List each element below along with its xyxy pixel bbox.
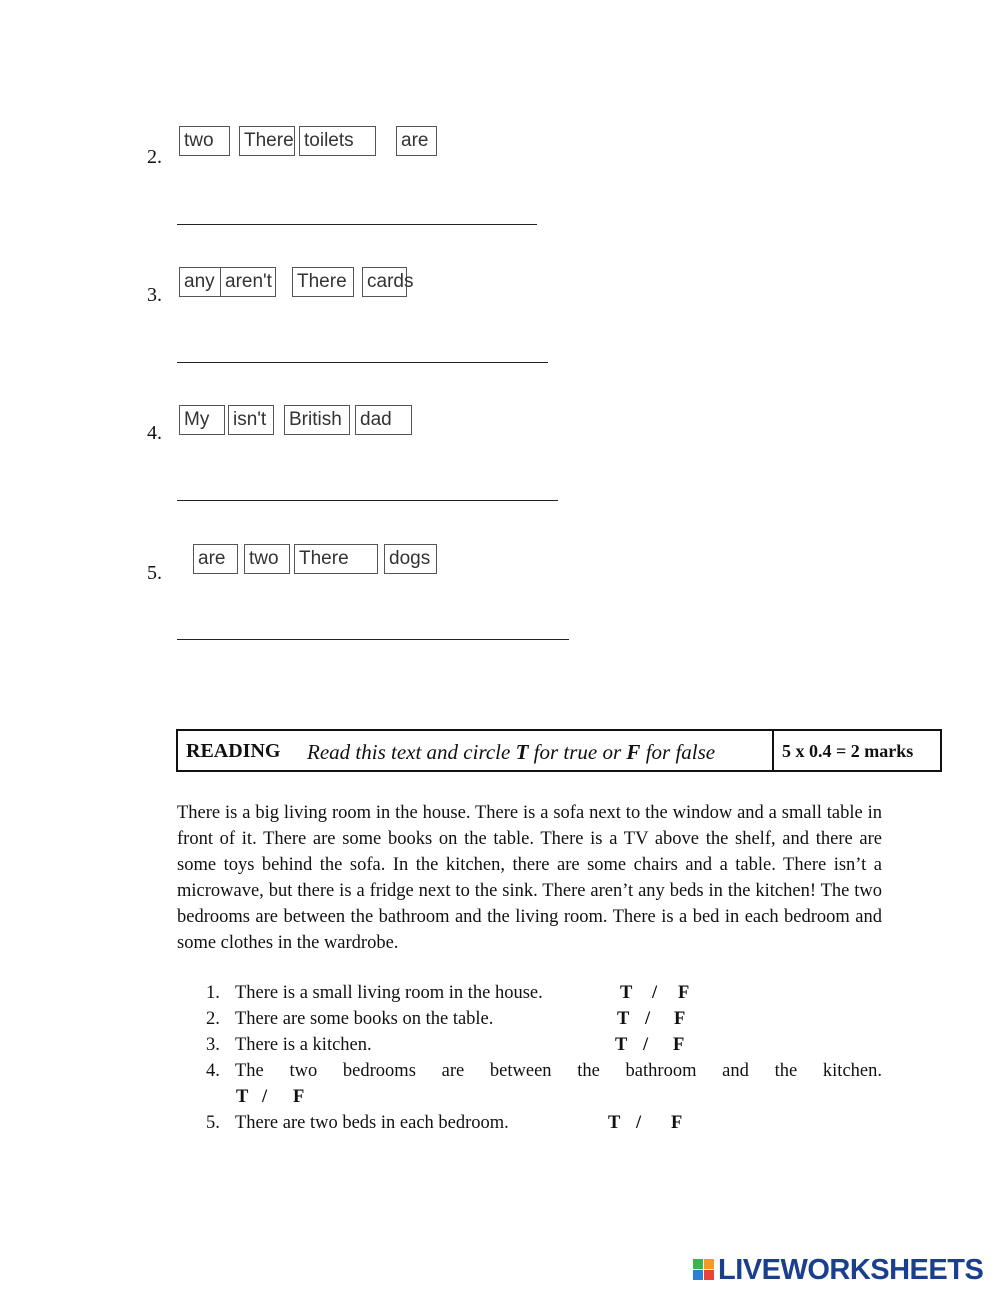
tf-separator: / bbox=[645, 1009, 651, 1029]
word-tile[interactable]: toilets bbox=[299, 126, 376, 156]
word-tile[interactable]: are bbox=[193, 544, 238, 574]
reading-title: READING bbox=[186, 740, 281, 762]
statement-number: 5. bbox=[206, 1113, 220, 1133]
answer-line[interactable] bbox=[177, 224, 537, 225]
word-tile[interactable]: cards bbox=[362, 267, 407, 297]
word-tile[interactable]: dad bbox=[355, 405, 412, 435]
statement-number: 3. bbox=[206, 1035, 220, 1055]
question-number: 2. bbox=[147, 146, 162, 168]
word-tile[interactable]: two bbox=[179, 126, 230, 156]
statement-text: There is a small living room in the house. bbox=[235, 983, 543, 1003]
marks-label: 5 x 0.4 = 2 marks bbox=[782, 741, 914, 761]
false-option[interactable]: F bbox=[293, 1087, 305, 1107]
header-divider bbox=[772, 731, 774, 770]
statement-text: The two bedrooms are between the bathroom and the kitchen. bbox=[235, 1061, 882, 1081]
word-tile[interactable]: isn't bbox=[228, 405, 274, 435]
reading-passage: There is a big living room in the house. There is a sofa next to the window and a small table in front of it. There are some books on the table. There is a TV above the shelf, and there are some toys behind the sofa. In the kitchen, there are some chairs and a table. There isn’t a microwave, but there is a fridge next to the sink. There aren’t any beds in the kitchen! The two bedrooms are between the bathroom and the living room. There is a bed in each bedroom and some clothes in the wardrobe. bbox=[177, 803, 882, 953]
true-option[interactable]: T bbox=[608, 1113, 621, 1133]
false-option[interactable]: F bbox=[671, 1113, 683, 1133]
answer-line[interactable] bbox=[177, 362, 548, 363]
statement-number: 4. bbox=[206, 1061, 220, 1081]
word-tile[interactable]: British bbox=[284, 405, 350, 435]
word-tile[interactable]: dogs bbox=[384, 544, 437, 574]
word-tile[interactable]: two bbox=[244, 544, 290, 574]
tf-separator: / bbox=[643, 1035, 649, 1055]
tf-separator: / bbox=[262, 1087, 268, 1107]
logo-mark-icon bbox=[693, 1259, 715, 1281]
false-option[interactable]: F bbox=[674, 1009, 686, 1029]
question-number: 4. bbox=[147, 422, 162, 444]
answer-line[interactable] bbox=[177, 639, 569, 640]
tf-separator: / bbox=[652, 983, 658, 1003]
word-tile[interactable]: There bbox=[294, 544, 378, 574]
reading-header bbox=[176, 729, 942, 772]
true-option[interactable]: T bbox=[617, 1009, 630, 1029]
question-number: 3. bbox=[147, 284, 162, 306]
statement-number: 2. bbox=[206, 1009, 220, 1029]
true-option[interactable]: T bbox=[620, 983, 633, 1003]
word-tile[interactable]: My bbox=[179, 405, 225, 435]
liveworksheets-logo bbox=[693, 1252, 983, 1288]
answer-line[interactable] bbox=[177, 500, 558, 501]
false-option[interactable]: F bbox=[673, 1035, 685, 1055]
word-tile[interactable]: There bbox=[239, 126, 295, 156]
true-option[interactable]: T bbox=[615, 1035, 628, 1055]
true-option[interactable]: T bbox=[236, 1087, 249, 1107]
statement-text: There are some books on the table. bbox=[235, 1009, 494, 1029]
statement-number: 1. bbox=[206, 983, 220, 1003]
brand-name: LIVEWORKSHEETS bbox=[718, 1253, 984, 1286]
statement-text: There are two beds in each bedroom. bbox=[235, 1113, 509, 1133]
reading-instruction: Read this text and circle T for true or F for false bbox=[307, 740, 716, 764]
question-number: 5. bbox=[147, 562, 162, 584]
word-tile[interactable]: aren't bbox=[220, 267, 276, 297]
word-tile[interactable]: There bbox=[292, 267, 354, 297]
word-tile[interactable]: any bbox=[179, 267, 224, 297]
word-tile[interactable]: are bbox=[396, 126, 437, 156]
statement-text: There is a kitchen. bbox=[235, 1035, 372, 1055]
false-option[interactable]: F bbox=[678, 983, 690, 1003]
tf-separator: / bbox=[636, 1113, 642, 1133]
